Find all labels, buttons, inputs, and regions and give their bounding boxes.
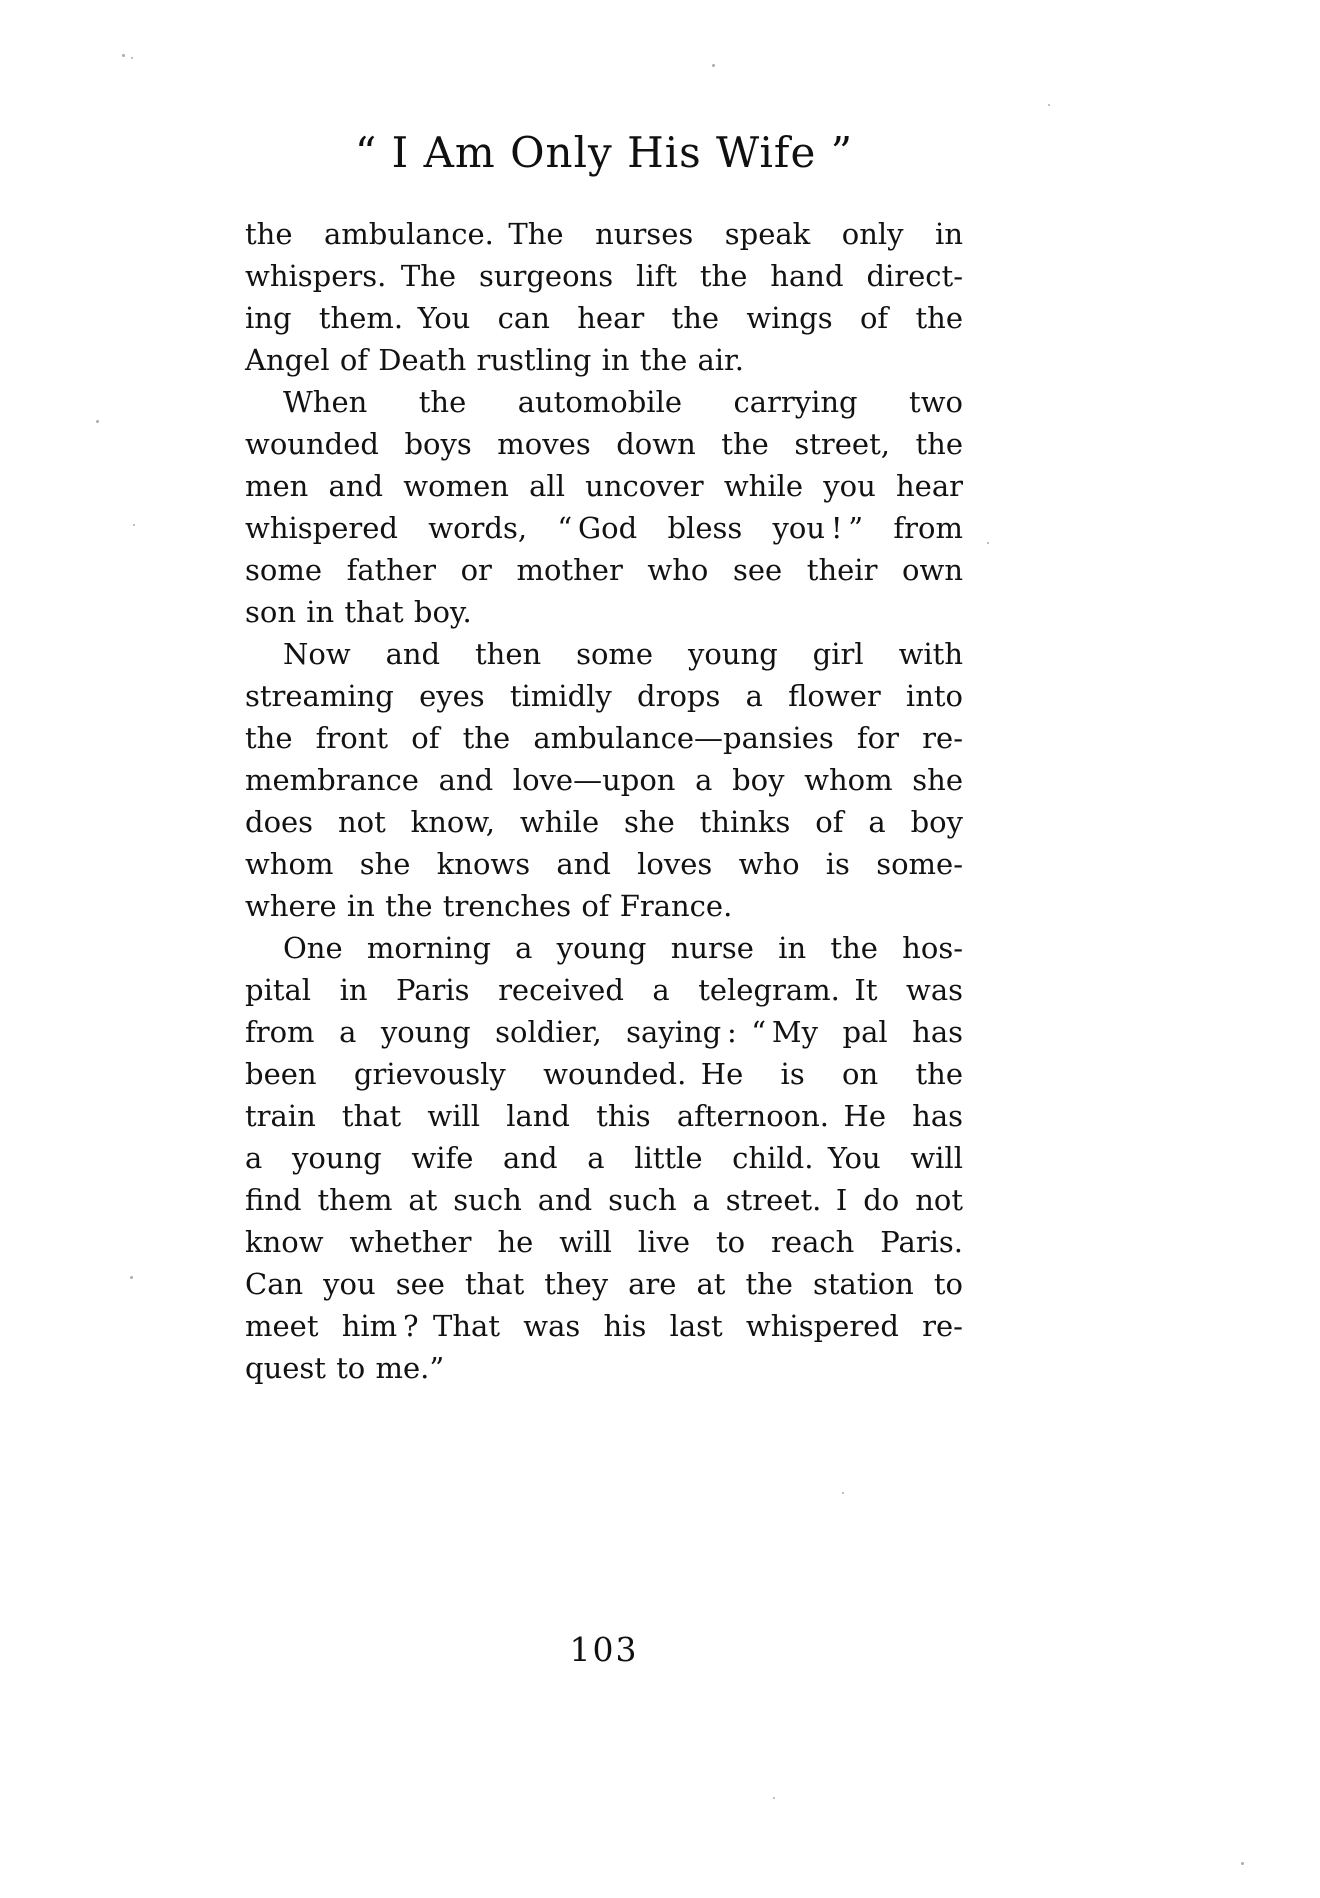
- text-line: train that will land this afternoon. He has: [245, 1099, 963, 1133]
- text-line: the ambulance. The nurses speak only in: [245, 217, 963, 251]
- text-line: where in the trenches of France.: [245, 889, 733, 923]
- scan-speckle: [712, 64, 715, 67]
- text-line: from a young soldier, saying : “ My pal has: [245, 1015, 963, 1049]
- scan-speckle: [131, 57, 133, 59]
- text-line: quest to me.”: [245, 1351, 445, 1385]
- text-line: When the automobile carrying two: [283, 385, 963, 419]
- text-line: meet him ? That was his last whispered re-: [245, 1309, 963, 1343]
- scan-speckle: [122, 54, 125, 57]
- text-column: [245, 128, 963, 1389]
- text-line: men and women all uncover while you hear: [245, 469, 963, 503]
- scan-speckle: [96, 420, 99, 423]
- text-line: Angel of Death rustling in the air.: [245, 343, 744, 377]
- text-line: know whether he will live to reach Paris.: [245, 1225, 963, 1259]
- text-line: whom she knows and loves who is some-: [245, 847, 963, 881]
- text-line: a young wife and a little child. You will: [245, 1141, 963, 1175]
- text-line: Now and then some young girl with: [283, 637, 963, 671]
- paragraph: [245, 927, 963, 1389]
- text-line: the front of the ambulance—pansies for re-: [245, 721, 963, 755]
- text-line: does not know, while she thinks of a boy: [245, 805, 963, 839]
- text-line: One morning a young nurse in the hos-: [283, 931, 963, 965]
- text-line: some father or mother who see their own: [245, 553, 963, 587]
- paragraph: [245, 633, 963, 927]
- text-line: son in that boy.: [245, 595, 472, 629]
- text-line: been grievously wounded. He is on the: [245, 1057, 963, 1091]
- scan-speckle: [987, 542, 989, 544]
- page-number: 103: [569, 1630, 639, 1669]
- text-line: find them at such and such a street. I do not: [245, 1183, 963, 1217]
- scan-speckle: [1241, 1862, 1244, 1865]
- page-title: “ I Am Only His Wife ”: [354, 128, 854, 177]
- text-line: streaming eyes timidly drops a flower into: [245, 679, 963, 713]
- paragraph: [245, 213, 963, 381]
- text-line: Can you see that they are at the station to: [245, 1267, 963, 1301]
- scan-speckle: [133, 524, 135, 526]
- scan-speckle: [773, 1797, 775, 1799]
- scan-speckle: [842, 1492, 844, 1494]
- text-line: whispers. The surgeons lift the hand direct-: [245, 259, 963, 293]
- text-line: whispered words, “ God bless you ! ” from: [245, 511, 963, 545]
- text-line: ing them. You can hear the wings of the: [245, 301, 963, 335]
- text-line: wounded boys moves down the street, the: [245, 427, 963, 461]
- text-line: pital in Paris received a telegram. It was: [245, 973, 963, 1007]
- scan-speckle: [130, 1276, 133, 1279]
- page-body: [245, 213, 963, 1389]
- paragraph: [245, 381, 963, 633]
- scan-speckle: [1048, 104, 1050, 106]
- text-line: membrance and love—upon a boy whom she: [245, 763, 963, 797]
